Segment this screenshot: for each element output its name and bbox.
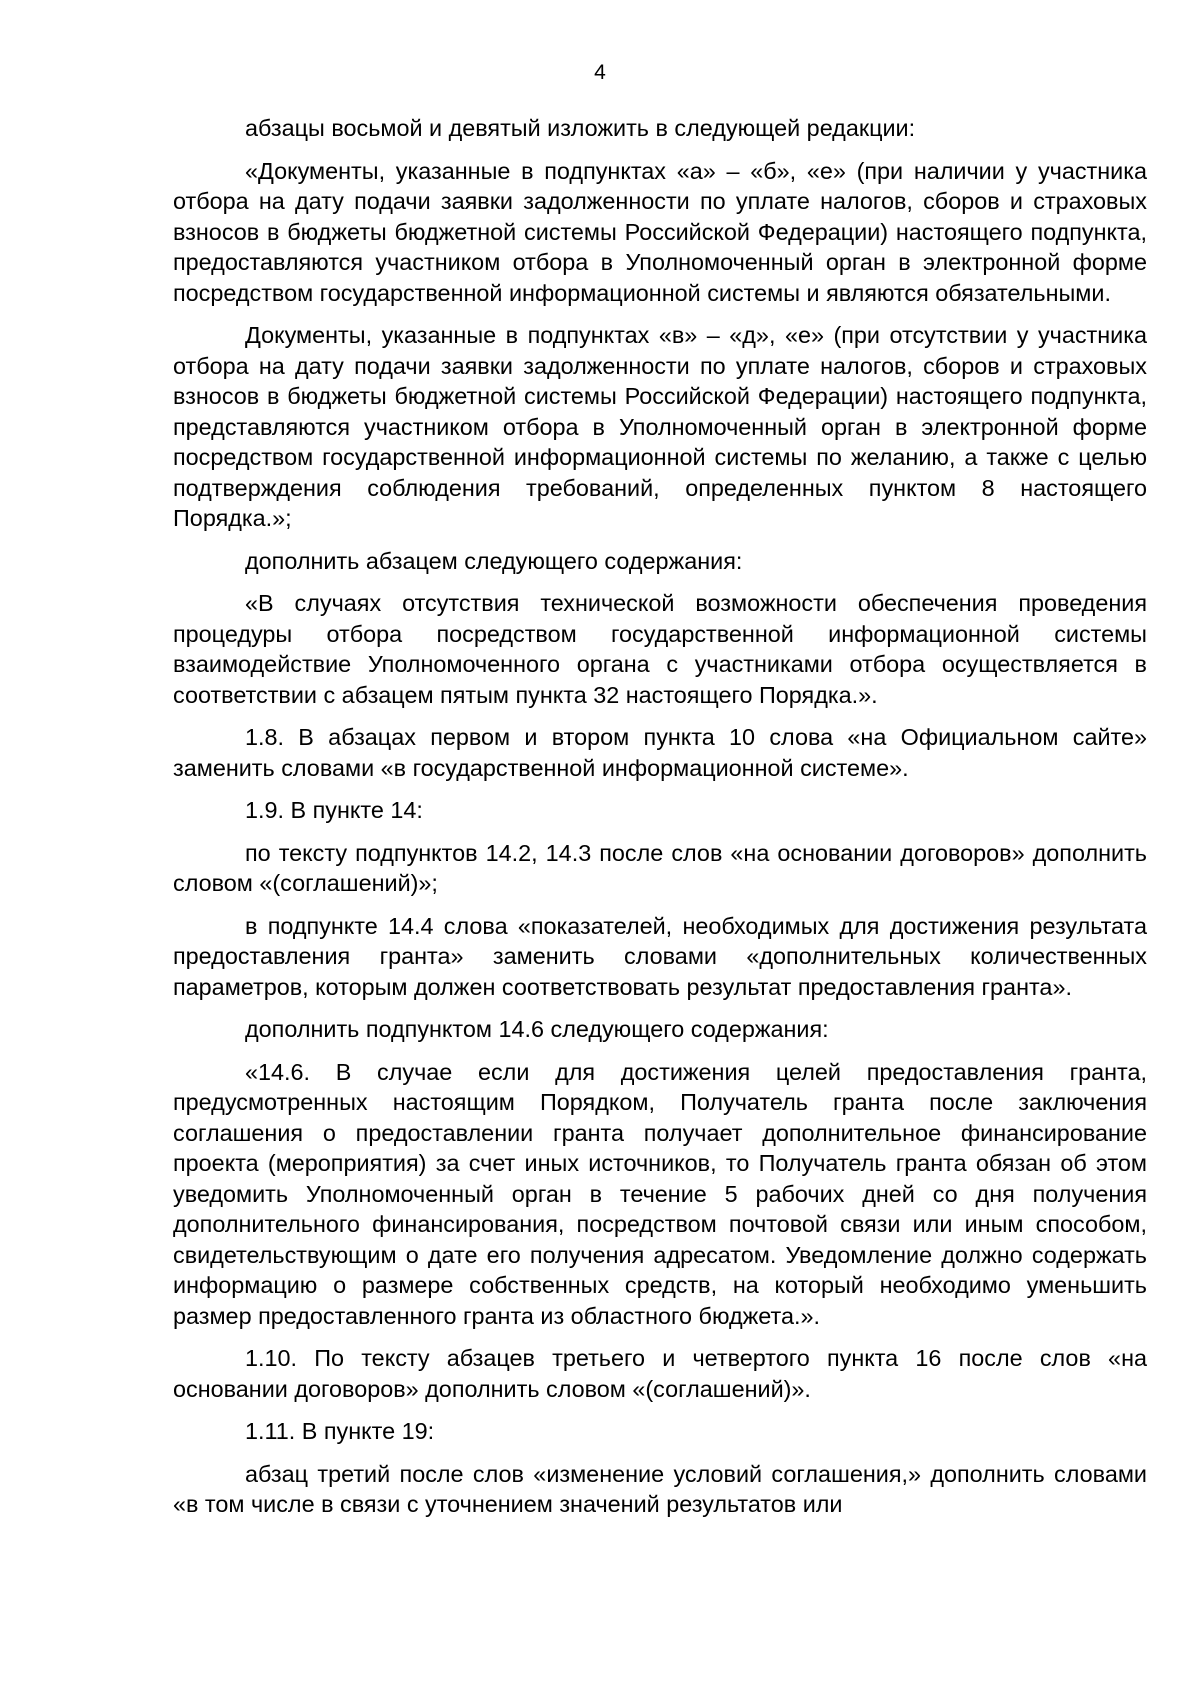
paragraph-5: «В случаях отсутствия технической возможности обеспечения проведения процедуры отбора посредством государственной информационной системы взаимодействие Уполномоченного органа с участниками отбора осуществляется в соответствии с абзацем пятым пункта 32 настоящего Порядка.». [173,590,1147,708]
paragraph-9: в подпункте 14.4 слова «показателей, необходимых для достижения результата предоставления гранта» заменить словами «дополнительных количественных параметров, которым должен соответствовать результат предоставления гранта». [173,912,1147,1000]
paragraph-3: Документы, указанные в подпунктах «в» – «д», «е» (при отсутствии у участника отбора на дату подачи заявки задолженности по уплате налогов, сборов и страховых взносов в бюджеты бюджетной системы Российской Федерации) настоящего подпункта, представляются участником отбора в Уполномоченный орган в электронной форме посредством государственной информационной системы по желанию, а также с целью подтверждения соблюдения требований, определенных пунктом 8 настоящего Порядка.»; [173,322,1147,531]
paragraph-1: абзацы восьмой и девятый изложить в следующей редакции: [245,115,916,141]
paragraph-4: дополнить абзацем следующего содержания: [245,547,743,574]
paragraph-7: 1.9. В пункте 14: [245,797,423,823]
paragraph-2: «Документы, указанные в подпунктах «а» – «б», «е» (при наличии у участника отбора на дату подачи заявки задолженности по уплате налогов, сборов и страховых взносов в бюджеты бюджетной системы Российской Федерации) настоящего подпункта, предоставляются участником отбора в Уполномоченный орган в электронной форме посредством государственной информационной системы и являются обязательными. [173,157,1147,306]
paragraph-11: «14.6. В случае если для достижения целей предоставления гранта, предусмотренных настоящим Порядком, Получатель гранта после заключения соглашения о предоставлении гранта получает дополнительное финансирование проекта (мероприятия) за счет иных источников, то Получатель гранта обязан об этом уведомить Уполномоченный орган в течение 5 рабочих дней со дня получения дополнительного финансирования, посредством почтовой связи или иным способом, свидетельствующим о дате его получения адресатом. Уведомление должно содержать информацию о размере собственных средств, на который необходимо уменьшить размер предоставленного гранта из областного бюджета.». [173,1058,1147,1329]
paragraph-14: абзац третий после слов «изменение условий соглашения,» дополнить словами «в том числе в связи с уточнением значений результатов или [173,1460,1147,1517]
document-body [173,113,1147,1520]
paragraph-13: 1.11. В пункте 19: [245,1418,435,1444]
paragraph-6: 1.8. В абзацах первом и втором пункта 10 слова «на Официальном сайте» заменить словами «в государственной информационной системе». [173,724,1147,781]
paragraph-10: дополнить подпунктом 14.6 следующего содержания: [245,1016,829,1042]
page-number: 4 [594,61,606,84]
paragraph-12: 1.10. По тексту абзацев третьего и четвертого пункта 16 после слов «на основании договоров» дополнить словом «(соглашений)». [173,1345,1147,1402]
paragraph-8: по тексту подпунктов 14.2, 14.3 после слов «на основании договоров» дополнить словом «(соглашений)»; [173,839,1147,896]
